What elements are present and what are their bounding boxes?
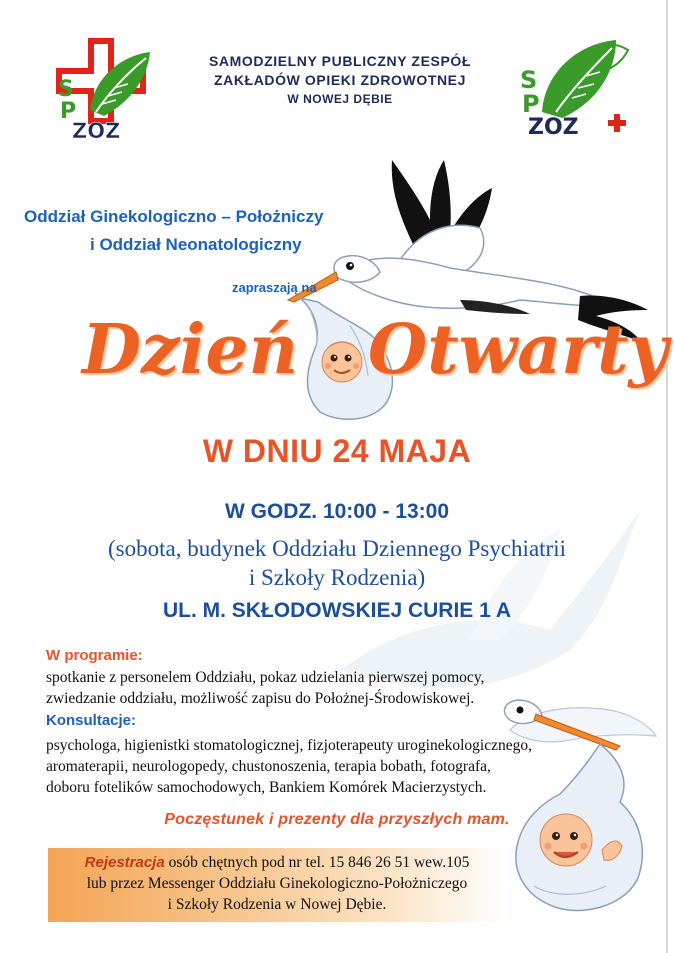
location-line-1: (sobota, budynek Oddziału Dziennego Psychiatrii	[108, 536, 566, 561]
event-date: W DNIU 24 MAJA	[202, 433, 472, 469]
institution-name	[170, 52, 510, 109]
registration-text	[48, 852, 506, 915]
consultations-text	[46, 735, 532, 798]
registration-line-1-rest: osób chętnych pod nr tel. 15 846 26 51 wew.105	[164, 854, 470, 871]
event-hours: W GODZ. 10:00 - 13:00	[224, 500, 450, 523]
svg-text:S: S	[520, 66, 538, 94]
department-names	[24, 203, 384, 259]
event-location	[0, 534, 674, 592]
svg-text:S: S	[58, 77, 74, 102]
registration-line-2: lub przez Messenger Oddziału Ginekologiczno-Położniczego	[86, 875, 468, 892]
svg-text:P: P	[60, 99, 77, 124]
department-line-1: Oddział Ginekologiczno – Położniczy	[24, 207, 324, 226]
spzoz-logo-right	[512, 30, 642, 142]
consultations-line-2: aromaterapii, neurologopedy, chustonoszenia, terapia bobath, fotografa,	[46, 758, 491, 775]
consultations-line-1: psychologa, higienistki stomatologicznej, fizjoterapeuty uroginekologicznego,	[46, 737, 532, 754]
department-line-2: i Oddział Neonatologiczny	[90, 235, 302, 254]
location-line-2: i Szkoły Rodzenia)	[248, 565, 426, 590]
consultations-heading: Konsultacje:	[46, 712, 137, 729]
registration-line-1	[48, 852, 506, 873]
treat-text: Poczęstunek i prezenty dla przyszłych mam.	[164, 811, 510, 828]
program-text	[46, 667, 484, 709]
spzoz-logo-left	[50, 34, 160, 142]
invite-text: zapraszają na	[232, 280, 317, 295]
registration-line-3: i Szkoły Rodzenia w Nowej Dębie.	[167, 896, 387, 913]
program-line-1: spotkanie z personelem Oddziału, pokaz udzielania pierwszej pomocy,	[46, 669, 485, 686]
program-heading: W programie:	[46, 647, 143, 664]
institution-line-2: ZAKŁADÓW OPIEKI ZDROWOTNEJ	[213, 72, 467, 88]
institution-line-3: W NOWEJ DĘBIE	[287, 92, 393, 106]
event-street: UL. M. SKŁODOWSKIEJ CURIE 1 A	[162, 599, 512, 622]
svg-text:P: P	[522, 90, 540, 118]
consultations-line-3: doboru fotelików samochodowych, Bankiem Komórek Macierzystych.	[46, 779, 487, 796]
registration-label: Rejestracja	[84, 854, 165, 871]
institution-line-1: SAMODZIELNY PUBLICZNY ZESPÓŁ	[208, 53, 472, 69]
program-line-2: zwiedzanie oddziału, możliwość zapisu do Położnej-Środowiskowej.	[46, 690, 475, 707]
title-word-otwarty: Otwarty	[368, 310, 668, 390]
svg-text:ZOZ: ZOZ	[528, 115, 579, 140]
title-word-dzien: Dzień	[82, 310, 299, 390]
svg-text:ZOZ: ZOZ	[72, 119, 121, 142]
